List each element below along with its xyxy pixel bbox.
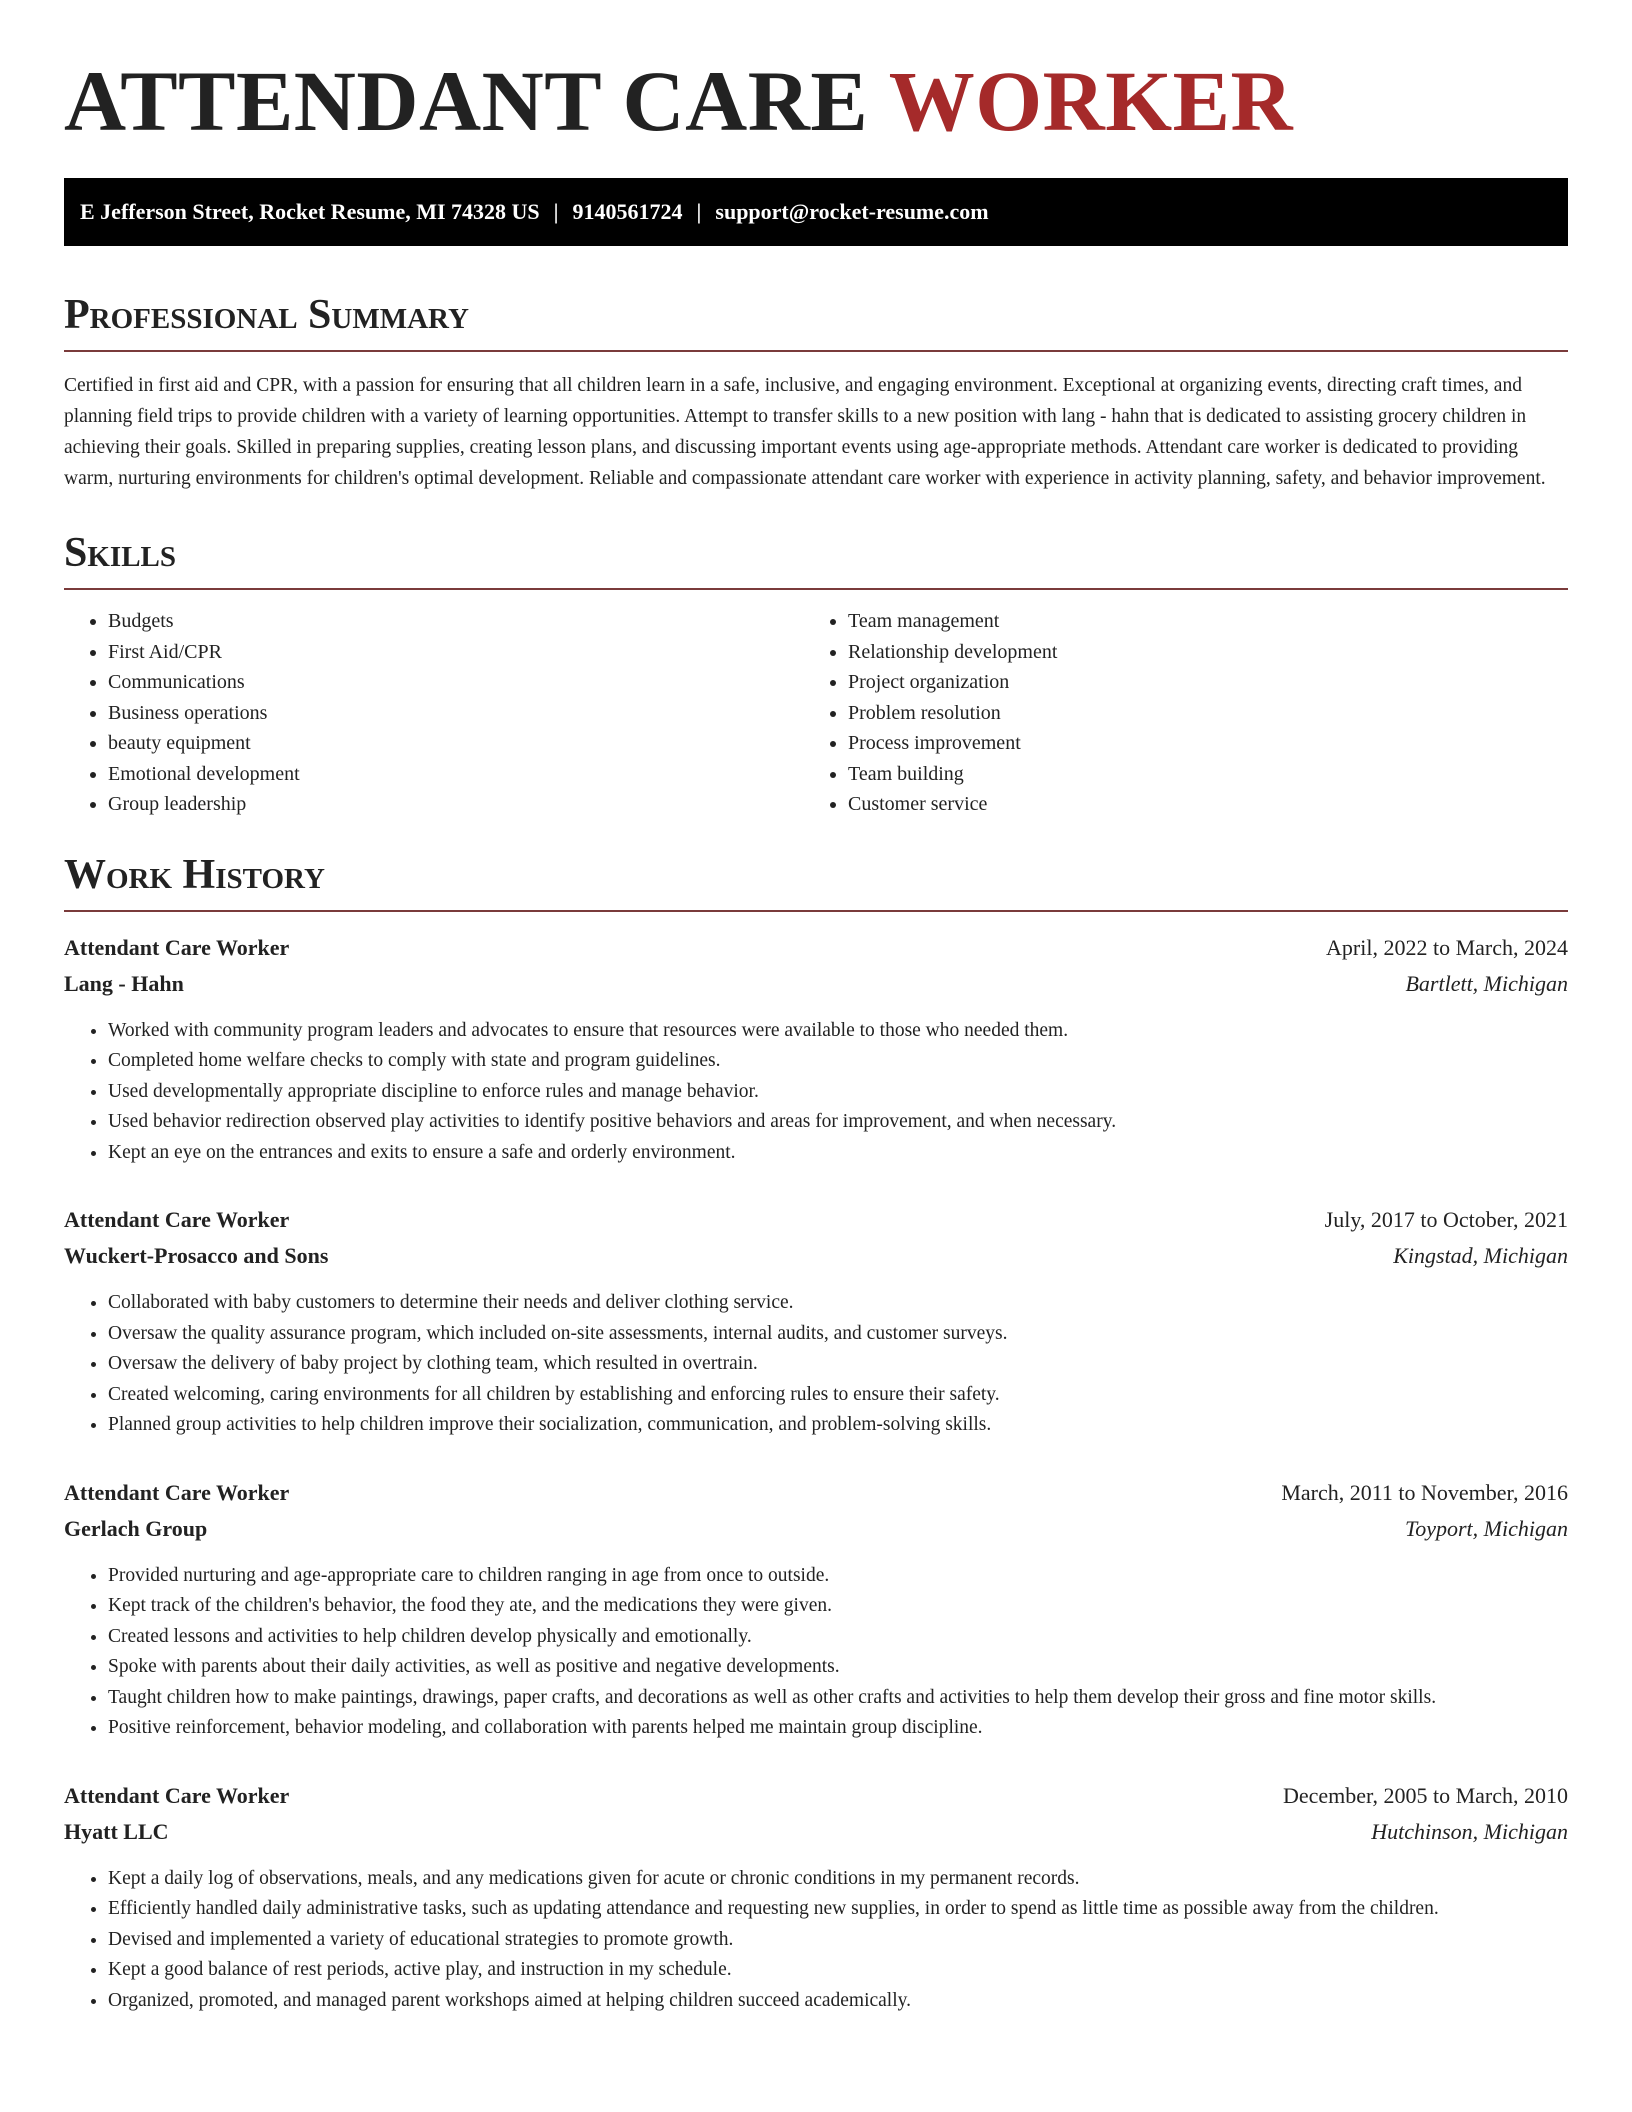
- contact-address: E Jefferson Street, Rocket Resume, MI 74328 US: [80, 199, 540, 224]
- contact-phone: 9140561724: [572, 199, 683, 224]
- skill-item: • Project organization: [848, 667, 1544, 698]
- skill-item: • Emotional development: [108, 759, 804, 790]
- skill-item: • Team management: [848, 606, 1544, 637]
- contact-bar: [64, 178, 1568, 246]
- job-entry: [64, 930, 1568, 1169]
- skill-item: • Process improvement: [848, 728, 1544, 759]
- job-header-row: [64, 1202, 1568, 1238]
- job-bullet: • Provided nurturing and age-appropriate care to children ranging in age from once to outside.: [108, 1561, 1568, 1592]
- name-accent: WORKER: [888, 53, 1294, 149]
- job-company-row: [64, 1814, 1568, 1850]
- job-bullet: • Used behavior redirection observed play activities to identify positive behaviors and areas for improvement, and when necessary.: [108, 1107, 1568, 1138]
- skill-item: • Team building: [848, 759, 1544, 790]
- summary-section: [64, 294, 1568, 494]
- summary-text: Certified in first aid and CPR, with a passion for ensuring that all children learn in a safe, inclusive, and engaging environment. Exceptional at organizing events, directing craft times, and planning field trips to provide children with a variety of learning opportunities. Attempt to transfer skills to a new position with lang - hahn that is dedicated to assisting grocery children in achieving their goals. Skilled in preparing supplies, creating lesson plans, and discussing important events using age-appropriate methods. Attendant care worker is dedicated to providing warm, nurturing environments for children's optimal development. Reliable and compassionate attendant care worker with experience in activity planning, safety, and behavior improvement.: [64, 375, 1546, 489]
- job-entry: [64, 1475, 1568, 1744]
- skill-item: • First Aid/CPR: [108, 637, 804, 668]
- job-bullet: • Taught children how to make paintings, drawings, paper crafts, and decorations as well as other crafts and activities to help them develop their gross and fine motor skills.: [108, 1683, 1568, 1714]
- job-bullets: [64, 1561, 1568, 1744]
- job-bullet: • Used developmentally appropriate discipline to enforce rules and manage behavior.: [108, 1077, 1568, 1108]
- job-bullet: • Spoke with parents about their daily activities, as well as positive and negative developments.: [108, 1652, 1568, 1683]
- skill-item: • Group leadership: [108, 789, 804, 820]
- job-bullet: • Kept a daily log of observations, meals, and any medications given for acute or chronic conditions in my permanent records.: [108, 1864, 1568, 1895]
- job-bullets: [64, 1864, 1568, 2017]
- skill-item: • Business operations: [108, 698, 804, 729]
- job-dates: July, 2017 to October, 2021: [1324, 1207, 1568, 1232]
- job-title: Attendant Care Worker: [64, 1207, 290, 1232]
- job-location: Toyport, Michigan: [1405, 1515, 1568, 1541]
- name-first: ATTENDANT CARE: [64, 53, 869, 149]
- job-dates: December, 2005 to March, 2010: [1282, 1782, 1568, 1808]
- job-company: Lang - Hahn: [64, 970, 184, 996]
- job-bullet: • Worked with community program leaders and advocates to ensure that resources were available to those who needed them.: [108, 1016, 1568, 1047]
- resume-name: [64, 53, 1568, 149]
- job-dates: March, 2011 to November, 2016: [1281, 1479, 1568, 1505]
- contact-email: support@rocket-resume.com: [715, 199, 989, 224]
- job-bullet: • Kept a good balance of rest periods, active play, and instruction in my schedule.: [108, 1955, 1568, 1986]
- skills-title: Skills: [64, 532, 1568, 590]
- job-bullet: • Created welcoming, caring environments for all children by establishing and enforcing rules to ensure their safety.: [108, 1380, 1568, 1411]
- work-history-section: [64, 851, 1568, 2017]
- skill-item: • Communications: [108, 667, 804, 698]
- job-bullet: • Collaborated with baby customers to determine their needs and deliver clothing service.: [108, 1288, 1568, 1319]
- job-header-row: [64, 1778, 1568, 1814]
- job-bullets: [64, 1288, 1568, 1441]
- job-bullet: • Completed home welfare checks to comply with state and program guidelines.: [108, 1046, 1568, 1077]
- job-bullet: • Positive reinforcement, behavior modeling, and collaboration with parents helped me maintain group discipline.: [108, 1713, 1568, 1744]
- job-company-row: [64, 1238, 1568, 1274]
- job-bullet: • Efficiently handled daily administrative tasks, such as updating attendance and requesting new supplies, in order to spend as little time as possible away from the children.: [108, 1894, 1568, 1925]
- job-bullet: • Kept track of the children's behavior, the food they ate, and the medications they were given.: [108, 1591, 1568, 1622]
- job-header-row: [64, 1475, 1568, 1511]
- job-header-row: [64, 930, 1568, 966]
- job-location: Hutchinson, Michigan: [1371, 1818, 1568, 1844]
- skill-item: • Relationship development: [848, 637, 1544, 668]
- job-company: Wuckert-Prosacco and Sons: [64, 1243, 329, 1268]
- skill-item: • beauty equipment: [108, 728, 804, 759]
- skills-grid: [64, 606, 1568, 820]
- skills-list-right: [804, 606, 1544, 820]
- job-location: Kingstad, Michigan: [1393, 1243, 1568, 1268]
- job-bullet: • Organized, promoted, and managed parent workshops aimed at helping children succeed academically.: [108, 1986, 1568, 2017]
- skill-item: • Problem resolution: [848, 698, 1544, 729]
- job-title: Attendant Care Worker: [64, 1479, 290, 1505]
- skills-list-left: [64, 606, 804, 820]
- job-bullet: • Kept an eye on the entrances and exits to ensure a safe and orderly environment.: [108, 1138, 1568, 1169]
- job-bullet: • Devised and implemented a variety of educational strategies to promote growth.: [108, 1925, 1568, 1956]
- job-location: Bartlett, Michigan: [1405, 970, 1568, 996]
- job-bullet: • Created lessons and activities to help children develop physically and emotionally.: [108, 1622, 1568, 1653]
- job-bullet: • Oversaw the quality assurance program, which included on-site assessments, internal audits, and customer surveys.: [108, 1319, 1568, 1350]
- job-title: Attendant Care Worker: [64, 934, 290, 960]
- skills-section: [64, 532, 1568, 820]
- job-company-row: [64, 1511, 1568, 1547]
- work-history-title: Work History: [64, 854, 1568, 912]
- job-entry: [64, 1778, 1568, 2017]
- contact-separator: |: [553, 199, 559, 224]
- job-bullet: • Planned group activities to help children improve their socialization, communication, and problem-solving skills.: [108, 1410, 1568, 1441]
- job-company: Gerlach Group: [64, 1515, 208, 1541]
- job-entry: [64, 1202, 1568, 1441]
- job-bullet: • Oversaw the delivery of baby project by clothing team, which resulted in overtrain.: [108, 1349, 1568, 1380]
- skill-item: • Budgets: [108, 606, 804, 637]
- summary-title: Professional Summary: [64, 294, 1568, 352]
- job-company-row: [64, 966, 1568, 1002]
- job-title: Attendant Care Worker: [64, 1782, 290, 1808]
- job-bullets: [64, 1016, 1568, 1169]
- skill-item: • Customer service: [848, 789, 1544, 820]
- job-dates: April, 2022 to March, 2024: [1326, 934, 1568, 960]
- contact-separator: |: [696, 199, 702, 224]
- job-company: Hyatt LLC: [64, 1818, 169, 1844]
